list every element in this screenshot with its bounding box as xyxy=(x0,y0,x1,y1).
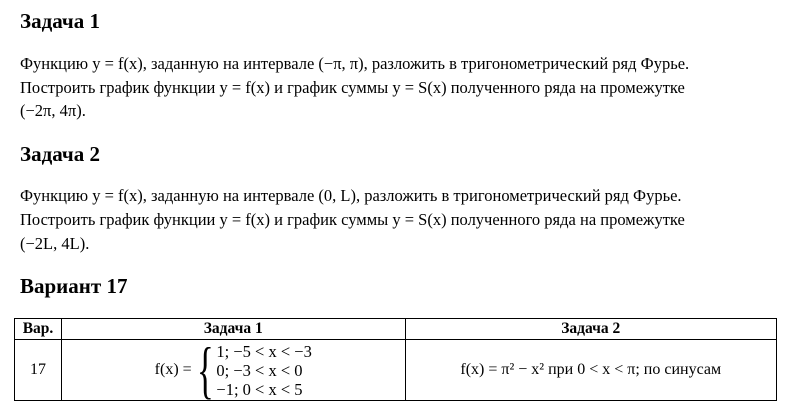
case-1: 1; −5 < x < −3 xyxy=(216,341,312,361)
task1-text-line-3: (−2π, 4π). xyxy=(20,101,86,120)
cell-task1-function xyxy=(61,334,405,405)
piecewise-function xyxy=(154,334,312,405)
task2-text-line-3: (−2L, 4L). xyxy=(20,234,90,253)
cell-variant-number: 17 xyxy=(15,340,62,401)
piecewise-cases xyxy=(216,342,311,399)
table-row xyxy=(15,340,777,401)
case-3: −1; 0 < x < 5 xyxy=(216,379,303,399)
header-task2: Задача 2 xyxy=(405,319,776,340)
task1-text-line-2: Построить график функции y = f(x) и график суммы y = S(x) полученного ряда на промежутке xyxy=(20,78,685,97)
task1-text-line-1: Функцию y = f(x), заданную на интервале (−π, π), разложить в тригонометрический ряд Фурье. xyxy=(20,54,690,73)
task1-heading: Задача 1 xyxy=(20,9,100,33)
variant-heading: Вариант 17 xyxy=(20,274,128,298)
cell-task2-function: f(x) = π² − x² при 0 < x < π; по синусам xyxy=(405,340,776,401)
task2-text-line-2: Построить график функции y = f(x) и график суммы y = S(x) полученного ряда на промежутке xyxy=(20,210,685,229)
header-task1: Задача 1 xyxy=(61,319,405,340)
header-variant: Вар. xyxy=(15,319,62,340)
task2-heading: Задача 2 xyxy=(20,142,100,166)
function-lhs: f(x) = xyxy=(154,361,192,378)
variant-table xyxy=(14,318,777,405)
task2-text-line-1: Функцию y = f(x), заданную на интервале (0, L), разложить в тригонометрический ряд Фурье. xyxy=(20,186,682,205)
case-2: 0; −3 < x < 0 xyxy=(216,360,303,380)
left-brace-symbol: { xyxy=(196,334,214,405)
table-header-row xyxy=(15,319,777,340)
